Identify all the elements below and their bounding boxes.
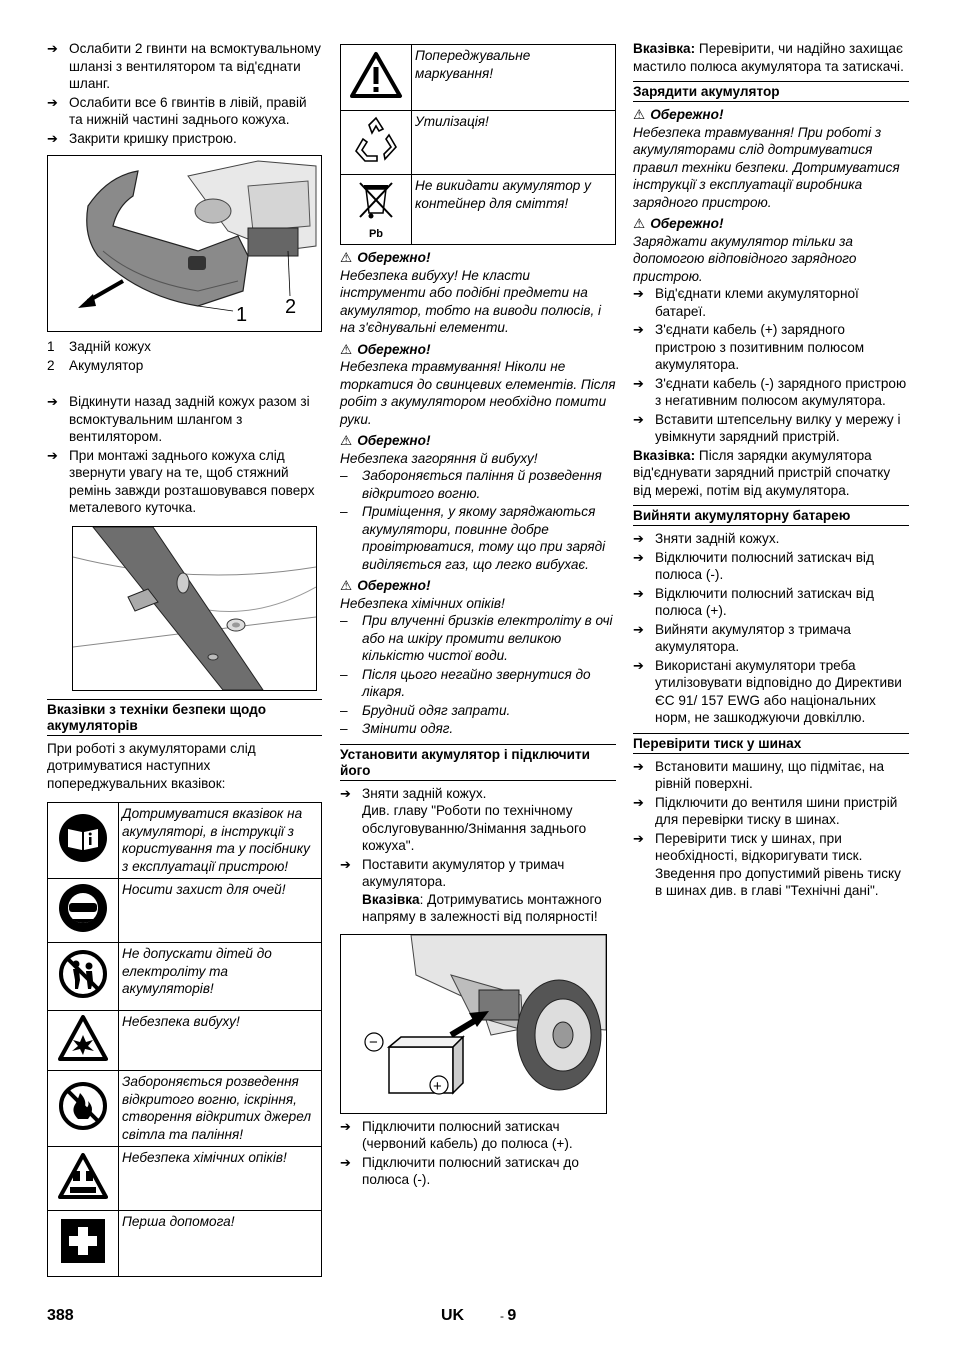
chemical-burn-icon bbox=[48, 1147, 119, 1211]
table-row: Pb Не викидати акумулятор у контейнер для сміття! bbox=[341, 175, 616, 245]
arrow-right-icon: ➔ bbox=[633, 621, 644, 637]
no-children-icon bbox=[48, 943, 119, 1011]
section-heading-tires: Перевірити тиск у шинах bbox=[633, 733, 909, 754]
step-item: ➔ Зняти задній кожух. Див. главу "Роботи по технічному обслуговуванню/Знімання заднього кожуха". bbox=[340, 785, 587, 853]
recycle-icon bbox=[341, 111, 412, 175]
caution-heading: ⚠ Обережно! bbox=[340, 250, 431, 265]
warning-triangle-icon: ⚠ bbox=[633, 216, 646, 231]
arrow-right-icon: ➔ bbox=[340, 1118, 351, 1134]
step-item: ➔ Поставити акумулятор у тримач акумулятора. Вказівка: Дотримуватись монтажного напряму в залежності від полярності! bbox=[340, 856, 602, 924]
column-left bbox=[47, 40, 322, 1277]
language-code: UK bbox=[441, 1307, 465, 1324]
explosion-icon bbox=[48, 1011, 119, 1071]
step-item: ➔ Використані акумулятори треба утилізовувати відповідно до Директиви ЄС 91/ 157 EWG або національних норм, не зашкоджуючи довкіллю. bbox=[633, 657, 902, 725]
section-heading-charge: Зарядити акумулятор bbox=[633, 81, 909, 102]
sub-page-number: - 9 bbox=[500, 1307, 517, 1324]
arrow-right-icon: ➔ bbox=[633, 286, 644, 301]
section-heading-remove: Вийняти акумуляторну батарею bbox=[633, 505, 909, 526]
minus-pole-label: − bbox=[369, 1033, 378, 1051]
table-row: Не допускати дітей до електроліту та акумуляторів! bbox=[48, 943, 322, 1011]
no-fire-icon bbox=[48, 1071, 119, 1147]
arrow-right-icon: ➔ bbox=[633, 657, 644, 673]
safety-symbols-table bbox=[47, 802, 322, 1277]
list-item: – Приміщення, у якому заряджаються акумулятори, повинне добре провітрюватися, тому що при заряді виділяється газ, що легко вибухає. bbox=[340, 504, 606, 572]
column-middle: Попереджувальне маркування! Утилізація! Pb Не викидати акумулятор у контейнер для сміття! ⚠ Обережно! Небезпека вибуху! Не класти інструменти або подібні предмети на акумулятор, тобто на виводи полюсів, і на з'єднувальні елементи. ⚠ Обережно! Небезпека травмування! Ніколи не торкатися до свинцевих елементів. Після робіт з акумулятором необхідно помити руки. ⚠ Обережно! Небезпека загоряння й вибуху! – Забороняється паління й розведення відкритого вогню. – Приміщення, у якому заряджаються акумулятори, повинне добре провітрюватися, тому що при заряді виділяється газ, що легко вибухає. ⚠ Обережно! Небезпека хімічних опіків! – При влученні бризків електроліту в очі або на шкіру промити великою кількістю чистої води. – Після цього негайно звернутися до лікаря. – Брудний одяг запрати. – Змінити одяг. Установити акумулятор і підключити його ➔ Зняти задній кожух. Див. главу "Роботи по технічному обслуговуванню/Знімання заднього кожуха". ➔ Поставити акумулятор у тримач акумулятора. Вказівка: Дотримуватись монтажного напряму в залежності від полярності! − + ➔ Підключити полюсний затискач (червоний кабель) до полюса (+). ➔ Підключити полюсний затискач до полюса (-). bbox=[340, 44, 616, 1190]
caution-heading: ⚠ Обережно! bbox=[340, 341, 431, 357]
table-row: Забороняється розведення відкритого вогню, іскріння, створення відкритих джерел світла та паління! bbox=[48, 1071, 322, 1147]
warning-triangle-icon: ⚠ bbox=[340, 341, 353, 357]
table-row: Небезпека вибуху! bbox=[48, 1011, 322, 1071]
table-row: Дотримуватися вказівок на акумуляторі, в інструкції з користування та у посібнику з експлуатації пристрою! bbox=[48, 803, 322, 879]
arrow-right-icon: ➔ bbox=[633, 794, 644, 810]
step-item: ➔ З'єднати кабель (-) зарядного пристрою з негативним полюсом акумулятора. bbox=[633, 375, 907, 408]
list-item: – При влученні бризків електроліту в очі або на шкіру промити великою кількістю чистої води. bbox=[340, 613, 613, 663]
arrow-right-icon: ➔ bbox=[47, 447, 58, 463]
step-item: ➔ Від'єднати клеми акумуляторної батареї. bbox=[633, 286, 859, 319]
caution-heading: ⚠ Обережно! bbox=[340, 433, 431, 448]
step-item: ➔ Відкинути назад задній кожух разом зі всмоктувальним шлангом з вентилятором. bbox=[47, 394, 310, 444]
warning-triangle-icon: ⚠ bbox=[340, 250, 353, 265]
caution-heading: ⚠ Обережно! bbox=[633, 216, 724, 231]
disposal-symbols-table bbox=[340, 44, 616, 245]
step-item: ➔ Встановити машину, що підмітає, на рівній поверхні. bbox=[633, 758, 885, 791]
legend-item: 2 Акумулятор bbox=[47, 357, 144, 373]
arrow-right-icon: ➔ bbox=[47, 394, 58, 409]
list-item: – Змінити одяг. bbox=[340, 721, 454, 736]
section-heading-install: Установити акумулятор і підключити його bbox=[340, 744, 616, 781]
column-right: Вказівка: Перевірити, чи надійно захищає мастило полюса акумулятора та затискачі. Зарядити акумулятор ⚠ Обережно! Небезпека травмування! При роботі з акумуляторами слід дотримуватися правил техніки безпеки. Дотримуватися інструкції з експлуатації виробника зарядного пристрою. ⚠ Обережно! Заряджати акумулятор тільки за допомогою відповідного зарядного пристрою. ➔ Від'єднати клеми акумуляторної батареї. ➔ З'єднати кабель (+) зарядного пристрою з позитивним полюсом акумулятора. ➔ З'єднати кабель (-) зарядного пристрою з негативним полюсом акумулятора. ➔ Вставити штепсельну вилку у мережу і увімкнути зарядний пристрій. Вказівка: Після зарядки акумулятора від'єднувати зарядний пристрій спочатку від мережі, потім від акумулятора. Вийняти акумуляторну батарею ➔ Зняти задній кожух. ➔ Відключити полюсний затискач від полюса (-). ➔ Відключити полюсний затискач від полюса (+). ➔ Вийняти акумулятор з тримача акумулятора. ➔ Використані акумулятори треба утилізовувати відповідно до Директиви ЄС 91/ 157 EWG або національних норм, не зашкоджуючи довкіллю. Перевірити тиск у шинах ➔ Встановити машину, що підмітає, на рівній поверхні. ➔ Підключити до вентиля шини пристрій для перевірки тиску в шинах. ➔ Перевірити тиск у шинах, при необхідності, відкоригувати тиск. Зведення про допустимий рівень тиску в шинах див. в главі "Технічні дані". bbox=[633, 40, 909, 901]
arrow-right-icon: ➔ bbox=[633, 411, 644, 427]
step-item: ➔ Ослабити все 6 гвинтів в лівій, правій та нижній частині заднього кожуха. bbox=[47, 94, 307, 127]
caution-heading: ⚠ Обережно! bbox=[340, 578, 431, 593]
step-item: ➔ Ослабити 2 гвинти на всмоктувальному шланзі з вентилятором та від'єднати шланг. bbox=[47, 41, 321, 91]
rear-cover-figure bbox=[47, 155, 322, 332]
step-item: ➔ Підключити полюсний затискач до полюса (-). bbox=[340, 1154, 579, 1187]
battery-install-figure bbox=[340, 934, 607, 1114]
step-item: ➔ Відключити полюсний затискач від полюса (-). bbox=[633, 549, 874, 582]
legend-item: 1 Задній кожух bbox=[47, 339, 151, 354]
list-item: – Після цього негайно звернутися до лікаря. bbox=[340, 666, 591, 699]
arrow-right-icon: ➔ bbox=[47, 94, 58, 110]
step-item: ➔ Закрити кришку пристрою. bbox=[47, 130, 237, 146]
step-item: ➔ З'єднати кабель (+) зарядного пристрою з позитивним полюсом акумулятора. bbox=[633, 322, 865, 372]
eye-protection-icon bbox=[48, 879, 119, 943]
step-item: ➔ Підключити полюсний затискач (червоний кабель) до полюса (+). bbox=[340, 1118, 573, 1151]
caution-heading: ⚠ Обережно! bbox=[633, 107, 724, 122]
list-item: – Забороняється паління й розведення відкритого вогню. bbox=[340, 468, 602, 501]
callout-1: 1 bbox=[236, 304, 248, 326]
battery-install-illustration bbox=[341, 935, 606, 1113]
rear-cover-illustration bbox=[48, 156, 317, 331]
pb-label: Pb bbox=[368, 227, 384, 240]
arrow-right-icon: ➔ bbox=[340, 785, 351, 801]
callout-2: 2 bbox=[285, 296, 297, 318]
step-item: ➔ Перевірити тиск у шинах, при необхідності, відкоригувати тиск. Зведення про допустимий рівень тиску в шинах див. в главі "Технічні дані". bbox=[633, 830, 901, 898]
table-row: Перша допомога! bbox=[48, 1211, 322, 1277]
page-number: 388 bbox=[47, 1307, 74, 1324]
list-item: – Брудний одяг запрати. bbox=[340, 702, 511, 718]
arrow-right-icon: ➔ bbox=[633, 531, 644, 546]
step-item: ➔ Вставити штепсельну вилку у мережу і увімкнути зарядний пристрій. bbox=[633, 411, 901, 444]
arrow-right-icon: ➔ bbox=[47, 130, 58, 146]
arrow-right-icon: ➔ bbox=[633, 758, 644, 774]
safety-intro: При роботі з акумуляторами слід дотримуватися наступних попереджувальних вказівок: bbox=[47, 740, 256, 791]
warning-triangle-icon: ⚠ bbox=[633, 107, 646, 122]
arrow-right-icon: ➔ bbox=[47, 41, 58, 56]
arrow-right-icon: ➔ bbox=[633, 830, 644, 846]
note-after-charge: Вказівка: Після зарядки акумулятора від'єднувати зарядний пристрій спочатку від мережі, потім від акумулятора. bbox=[633, 447, 891, 498]
plus-pole-label: + bbox=[433, 1077, 442, 1095]
arrow-right-icon: ➔ bbox=[633, 375, 644, 391]
table-row: Попереджувальне маркування! bbox=[341, 45, 616, 111]
note-grease: Вказівка: Перевірити, чи надійно захищає мастило полюса акумулятора та затискачі. bbox=[633, 41, 904, 74]
arrow-right-icon: ➔ bbox=[340, 856, 351, 872]
step-item: ➔ Підключити до вентиля шини пристрій для перевірки тиску в шинах. bbox=[633, 794, 898, 827]
step-item: ➔ Відключити полюсний затискач від полюса (+). bbox=[633, 585, 874, 618]
arrow-right-icon: ➔ bbox=[633, 322, 644, 337]
warning-triangle-icon: ⚠ bbox=[340, 433, 353, 448]
warning-triangle-icon: ⚠ bbox=[340, 578, 353, 593]
crossed-bin-icon bbox=[341, 175, 412, 245]
strap-illustration bbox=[73, 527, 316, 690]
table-row: Носити захист для очей! bbox=[48, 879, 322, 943]
strap-figure bbox=[72, 526, 317, 691]
warning-triangle-icon bbox=[341, 45, 412, 111]
step-item: ➔ При монтажі заднього кожуха слід звернути увагу на те, щоб стяжний ремінь завжди розташовувався поверх металевого куточка. bbox=[47, 447, 315, 515]
arrow-right-icon: ➔ bbox=[633, 549, 644, 565]
step-item: ➔ Зняти задній кожух. bbox=[633, 531, 780, 546]
arrow-right-icon: ➔ bbox=[633, 585, 644, 601]
section-heading-safety: Вказівки з техніки безпеки щодо акумуляторів bbox=[47, 699, 322, 736]
table-row: Утилізація! bbox=[341, 111, 616, 175]
step-item: ➔ Вийняти акумулятор з тримача акумулятора. bbox=[633, 621, 851, 654]
arrow-right-icon: ➔ bbox=[340, 1154, 351, 1170]
manual-icon bbox=[48, 803, 119, 879]
table-row: Небезпека хімічних опіків! bbox=[48, 1147, 322, 1211]
first-aid-icon bbox=[48, 1211, 119, 1277]
